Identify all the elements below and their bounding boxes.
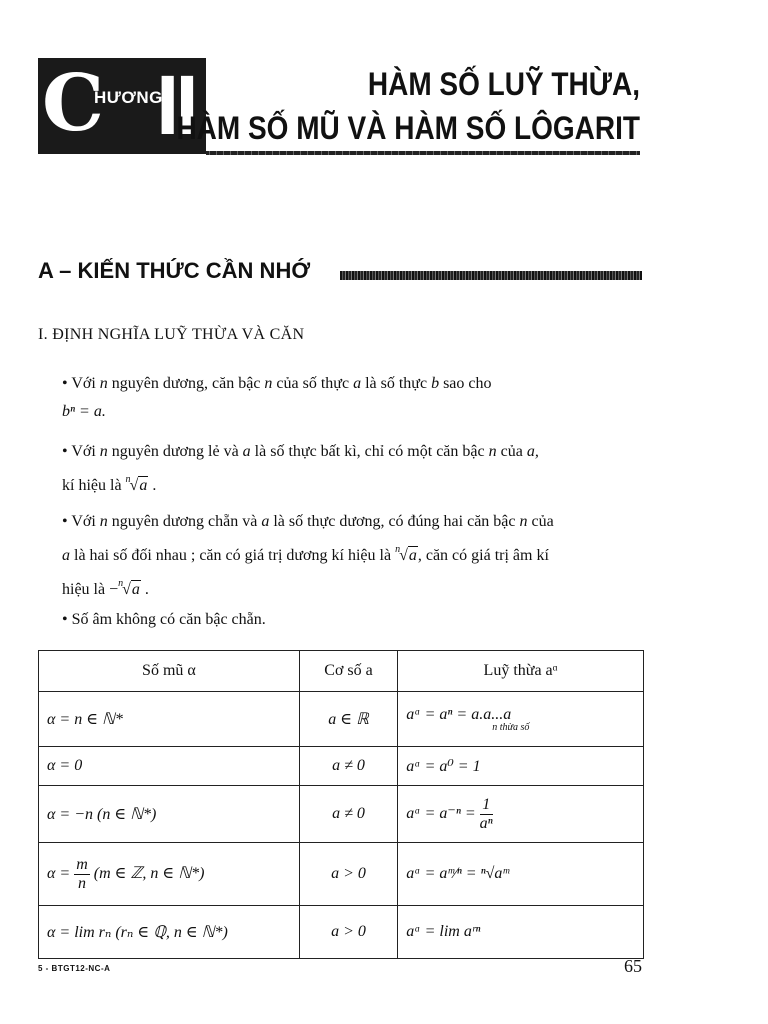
page-number: 65 <box>624 956 642 976</box>
text: là số thực bất kì, chỉ có một căn bậc <box>250 443 489 460</box>
var-a: a <box>62 547 70 564</box>
chapter-word: HƯƠNG <box>94 88 163 107</box>
table-row <box>39 786 644 843</box>
cell-exponent: α = 0 <box>39 747 300 786</box>
cell-power: aᵅ = lim aʳⁿ <box>398 906 644 959</box>
cell-base: a ∈ ℝ <box>299 692 397 747</box>
cell-power: aᵅ = aᵐ⁄ⁿ = ⁿ√aᵐ <box>398 843 644 906</box>
text: của số thực <box>272 375 354 392</box>
frac-den: aⁿ <box>479 814 493 832</box>
var-n: n <box>99 443 108 460</box>
paragraph-2: • Với n nguyên dương lẻ và a là số thực bất kì, chỉ có một căn bậc n của a, kí hiệu là $^n$√a . <box>62 438 642 500</box>
chapter-rule <box>206 151 640 155</box>
power-expr: aᵅ = a⁻ⁿ = <box>406 804 480 822</box>
text: nguyên dương lẻ và <box>107 443 243 460</box>
root-index: n <box>125 474 131 485</box>
frac-den: n <box>77 874 86 892</box>
paragraph-4: • Số âm không có căn bậc chẵn. <box>62 611 266 628</box>
root-arg: a <box>131 581 140 598</box>
paragraph-3: • Với n nguyên dương chẵn và a là số thực dương, có đúng hai căn bậc n của a là hai số đối nhau ; căn có giá trị dương kí hiệu là $^n$√a, căn có giá trị âm kí hiệu là −$^n$√a . <box>62 508 642 604</box>
var-a: a <box>353 375 362 392</box>
cell-exponent: α = n ∈ ℕ* <box>39 692 300 747</box>
cell-exponent: α = −n (n ∈ ℕ*) <box>39 786 300 843</box>
footer-code: 5 - BTGT12-NC-A <box>38 964 111 973</box>
cell-base: a ≠ 0 <box>299 747 397 786</box>
chapter-title-line1: HÀM SỐ LUỸ THỪA, <box>367 66 640 102</box>
nth-root <box>126 466 149 500</box>
table-row <box>39 906 644 959</box>
text: • Với <box>62 513 100 530</box>
text: sao cho <box>439 375 492 392</box>
radical-icon: √ <box>129 477 139 494</box>
frac-num: m <box>76 855 88 873</box>
cell-power <box>398 786 644 843</box>
cell-base: a ≠ 0 <box>299 786 397 843</box>
nth-root <box>118 570 141 604</box>
text: hiệu là <box>62 581 110 598</box>
text: là số thực <box>361 375 432 392</box>
var-n: n <box>488 443 497 460</box>
cell-base: a > 0 <box>299 843 397 906</box>
var-n: n <box>264 375 273 392</box>
cell-power: aᵅ = a⁰ = 1 <box>398 747 644 786</box>
var-n: n <box>99 513 108 530</box>
fraction <box>74 856 90 893</box>
root-index: n <box>395 544 401 555</box>
section-heading: A – KIẾN THỨC CẦN NHỚ <box>38 258 311 283</box>
section-rule <box>340 271 642 280</box>
table-row <box>39 843 644 906</box>
header-power: Luỹ thừa aᵅ <box>398 651 644 692</box>
nth-root <box>395 536 418 570</box>
var-a: a <box>242 443 251 460</box>
subsection-heading: I. ĐỊNH NGHĨA LUỸ THỪA VÀ CĂN <box>38 326 305 343</box>
root-arg: a <box>139 477 148 494</box>
root-arg: a <box>408 547 417 564</box>
header-base: Cơ số a <box>299 651 397 692</box>
text: là số thực dương, có đúng hai căn bậc <box>269 513 520 530</box>
fraction <box>480 796 493 833</box>
exp-expr: (m ∈ ℤ, n ∈ ℕ*) <box>89 864 205 882</box>
cell-base: a > 0 <box>299 906 397 959</box>
text: kí hiệu là <box>62 477 126 494</box>
text: • Với <box>62 443 100 460</box>
frac-num: 1 <box>480 796 493 815</box>
var-a: a <box>261 513 270 530</box>
chapter-number: II <box>156 58 195 152</box>
cell-exponent: α = lim rₙ (rₙ ∈ ℚ, n ∈ ℕ*) <box>39 906 300 959</box>
var-a: a, <box>526 443 539 460</box>
exp-expr: α = <box>47 864 75 882</box>
text: của <box>527 513 554 530</box>
equation: bⁿ = a. <box>62 403 106 420</box>
text: là hai số đối nhau ; căn có giá trị dương kí hiệu là <box>70 547 396 564</box>
table-header-row <box>39 651 644 692</box>
var-n: n <box>99 375 108 392</box>
var-b: b <box>431 375 440 392</box>
cell-power <box>398 692 644 747</box>
table-row <box>39 692 644 747</box>
text: của <box>496 443 527 460</box>
chapter-letter: C <box>42 58 105 149</box>
power-table <box>38 650 644 959</box>
header-exponent: Số mũ α <box>39 651 300 692</box>
text: • Với <box>62 375 100 392</box>
power-expr: aᵅ = aⁿ = a.a...a <box>406 705 512 723</box>
text: , căn có giá trị âm kí <box>417 547 549 564</box>
table-row <box>39 747 644 786</box>
var-n: n <box>519 513 528 530</box>
note: n thừa số <box>492 721 530 733</box>
cell-exponent <box>39 843 300 906</box>
root-index: n <box>118 578 124 589</box>
paragraph-1 <box>62 370 642 426</box>
text: nguyên dương, căn bậc <box>107 375 265 392</box>
text: nguyên dương chẵn và <box>107 513 262 530</box>
radical-icon: √ <box>122 581 131 598</box>
chapter-title-line2: HÀM SỐ MŨ VÀ HÀM SỐ LÔGARIT <box>176 110 640 146</box>
radical-icon: √ <box>399 547 408 564</box>
